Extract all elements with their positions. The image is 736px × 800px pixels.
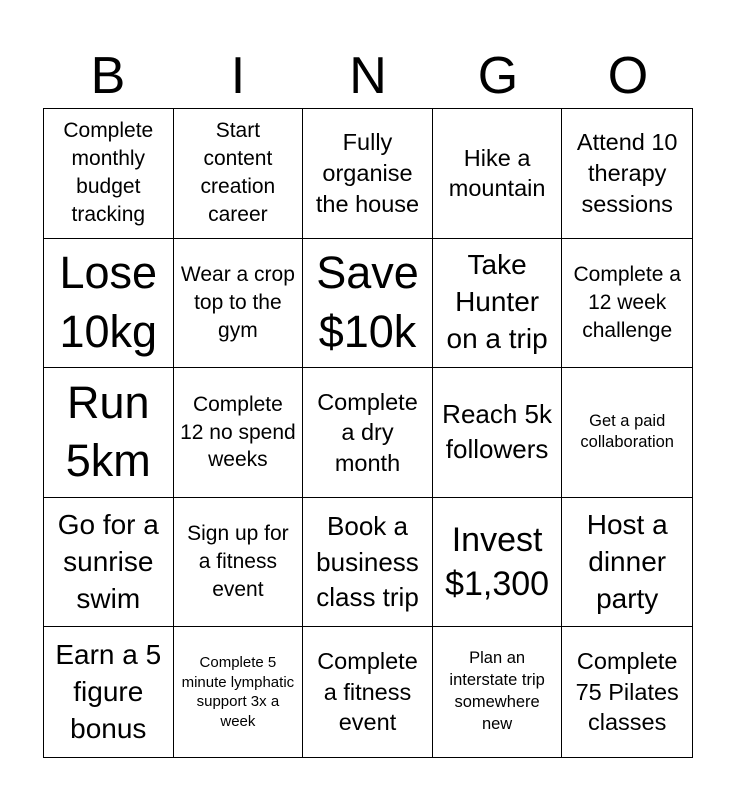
bingo-cell[interactable] bbox=[174, 627, 304, 757]
cell-text: Complete a fitness event bbox=[317, 648, 418, 736]
header-letter-n: N bbox=[349, 47, 387, 105]
cell-text: Sign up for a fitness event bbox=[187, 522, 289, 602]
header-letter-b: B bbox=[90, 47, 126, 105]
cell-text: Complete 5 minute lymphatic support 3x a week bbox=[181, 654, 295, 730]
bingo-header bbox=[43, 40, 693, 108]
cell-text: Hike a mountain bbox=[448, 144, 546, 202]
cell-text: Complete monthly budget tracking bbox=[63, 119, 154, 227]
cell-text: Wear a crop top to the gym bbox=[180, 263, 295, 342]
bingo-cell[interactable] bbox=[562, 498, 692, 628]
cell-text: Attend 10 therapy sessions bbox=[576, 129, 678, 217]
bingo-cell[interactable] bbox=[433, 109, 563, 239]
cell-text: Lose 10kg bbox=[59, 247, 158, 357]
bingo-cell[interactable] bbox=[562, 239, 692, 369]
cell-text: Run 5km bbox=[65, 376, 151, 487]
cell-text: Plan an interstate trip somewhere new bbox=[449, 649, 545, 734]
cell-text: Save $10k bbox=[316, 247, 419, 357]
bingo-cell[interactable] bbox=[44, 498, 174, 628]
cell-text: Get a paid collaboration bbox=[580, 411, 674, 452]
bingo-cell[interactable] bbox=[174, 498, 304, 628]
bingo-cell[interactable] bbox=[44, 368, 174, 498]
cell-text: Start content creation career bbox=[200, 119, 276, 227]
cell-text: Fully organise the house bbox=[315, 129, 420, 217]
bingo-board bbox=[43, 108, 693, 758]
bingo-cell[interactable] bbox=[433, 239, 563, 369]
bingo-cell[interactable] bbox=[303, 368, 433, 498]
bingo-cell[interactable] bbox=[174, 368, 304, 498]
bingo-cell[interactable] bbox=[174, 109, 304, 239]
bingo-cell[interactable] bbox=[433, 627, 563, 757]
cell-text: Host a dinner party bbox=[586, 508, 668, 614]
header-letter-o: O bbox=[607, 47, 649, 105]
bingo-cell[interactable] bbox=[44, 239, 174, 369]
bingo-cell[interactable] bbox=[174, 239, 304, 369]
cell-text: Book a business class trip bbox=[316, 511, 419, 612]
bingo-cell[interactable] bbox=[303, 498, 433, 628]
cell-text: Complete 75 Pilates classes bbox=[575, 648, 679, 736]
bingo-cell[interactable] bbox=[303, 109, 433, 239]
cell-text: Invest $1,300 bbox=[445, 520, 550, 604]
cell-text: Complete 12 no spend weeks bbox=[180, 392, 296, 472]
cell-text: Take Hunter on a trip bbox=[446, 249, 548, 355]
cell-text: Complete a dry month bbox=[317, 388, 418, 476]
cell-text: Reach 5k followers bbox=[442, 399, 553, 465]
header-letter-i: I bbox=[230, 47, 246, 105]
bingo-cell[interactable] bbox=[562, 368, 692, 498]
bingo-cell[interactable] bbox=[433, 368, 563, 498]
bingo-cell[interactable] bbox=[562, 627, 692, 757]
bingo-cell[interactable] bbox=[433, 498, 563, 628]
header-letter-g: G bbox=[477, 47, 519, 105]
bingo-cell[interactable] bbox=[303, 239, 433, 369]
bingo-cell[interactable] bbox=[303, 627, 433, 757]
bingo-cell[interactable] bbox=[44, 627, 174, 757]
cell-text: Go for a sunrise swim bbox=[57, 508, 159, 614]
cell-text: Complete a 12 week challenge bbox=[573, 263, 681, 342]
bingo-cell[interactable] bbox=[44, 109, 174, 239]
bingo-cell[interactable] bbox=[562, 109, 692, 239]
cell-text: Earn a 5 figure bonus bbox=[55, 638, 162, 744]
